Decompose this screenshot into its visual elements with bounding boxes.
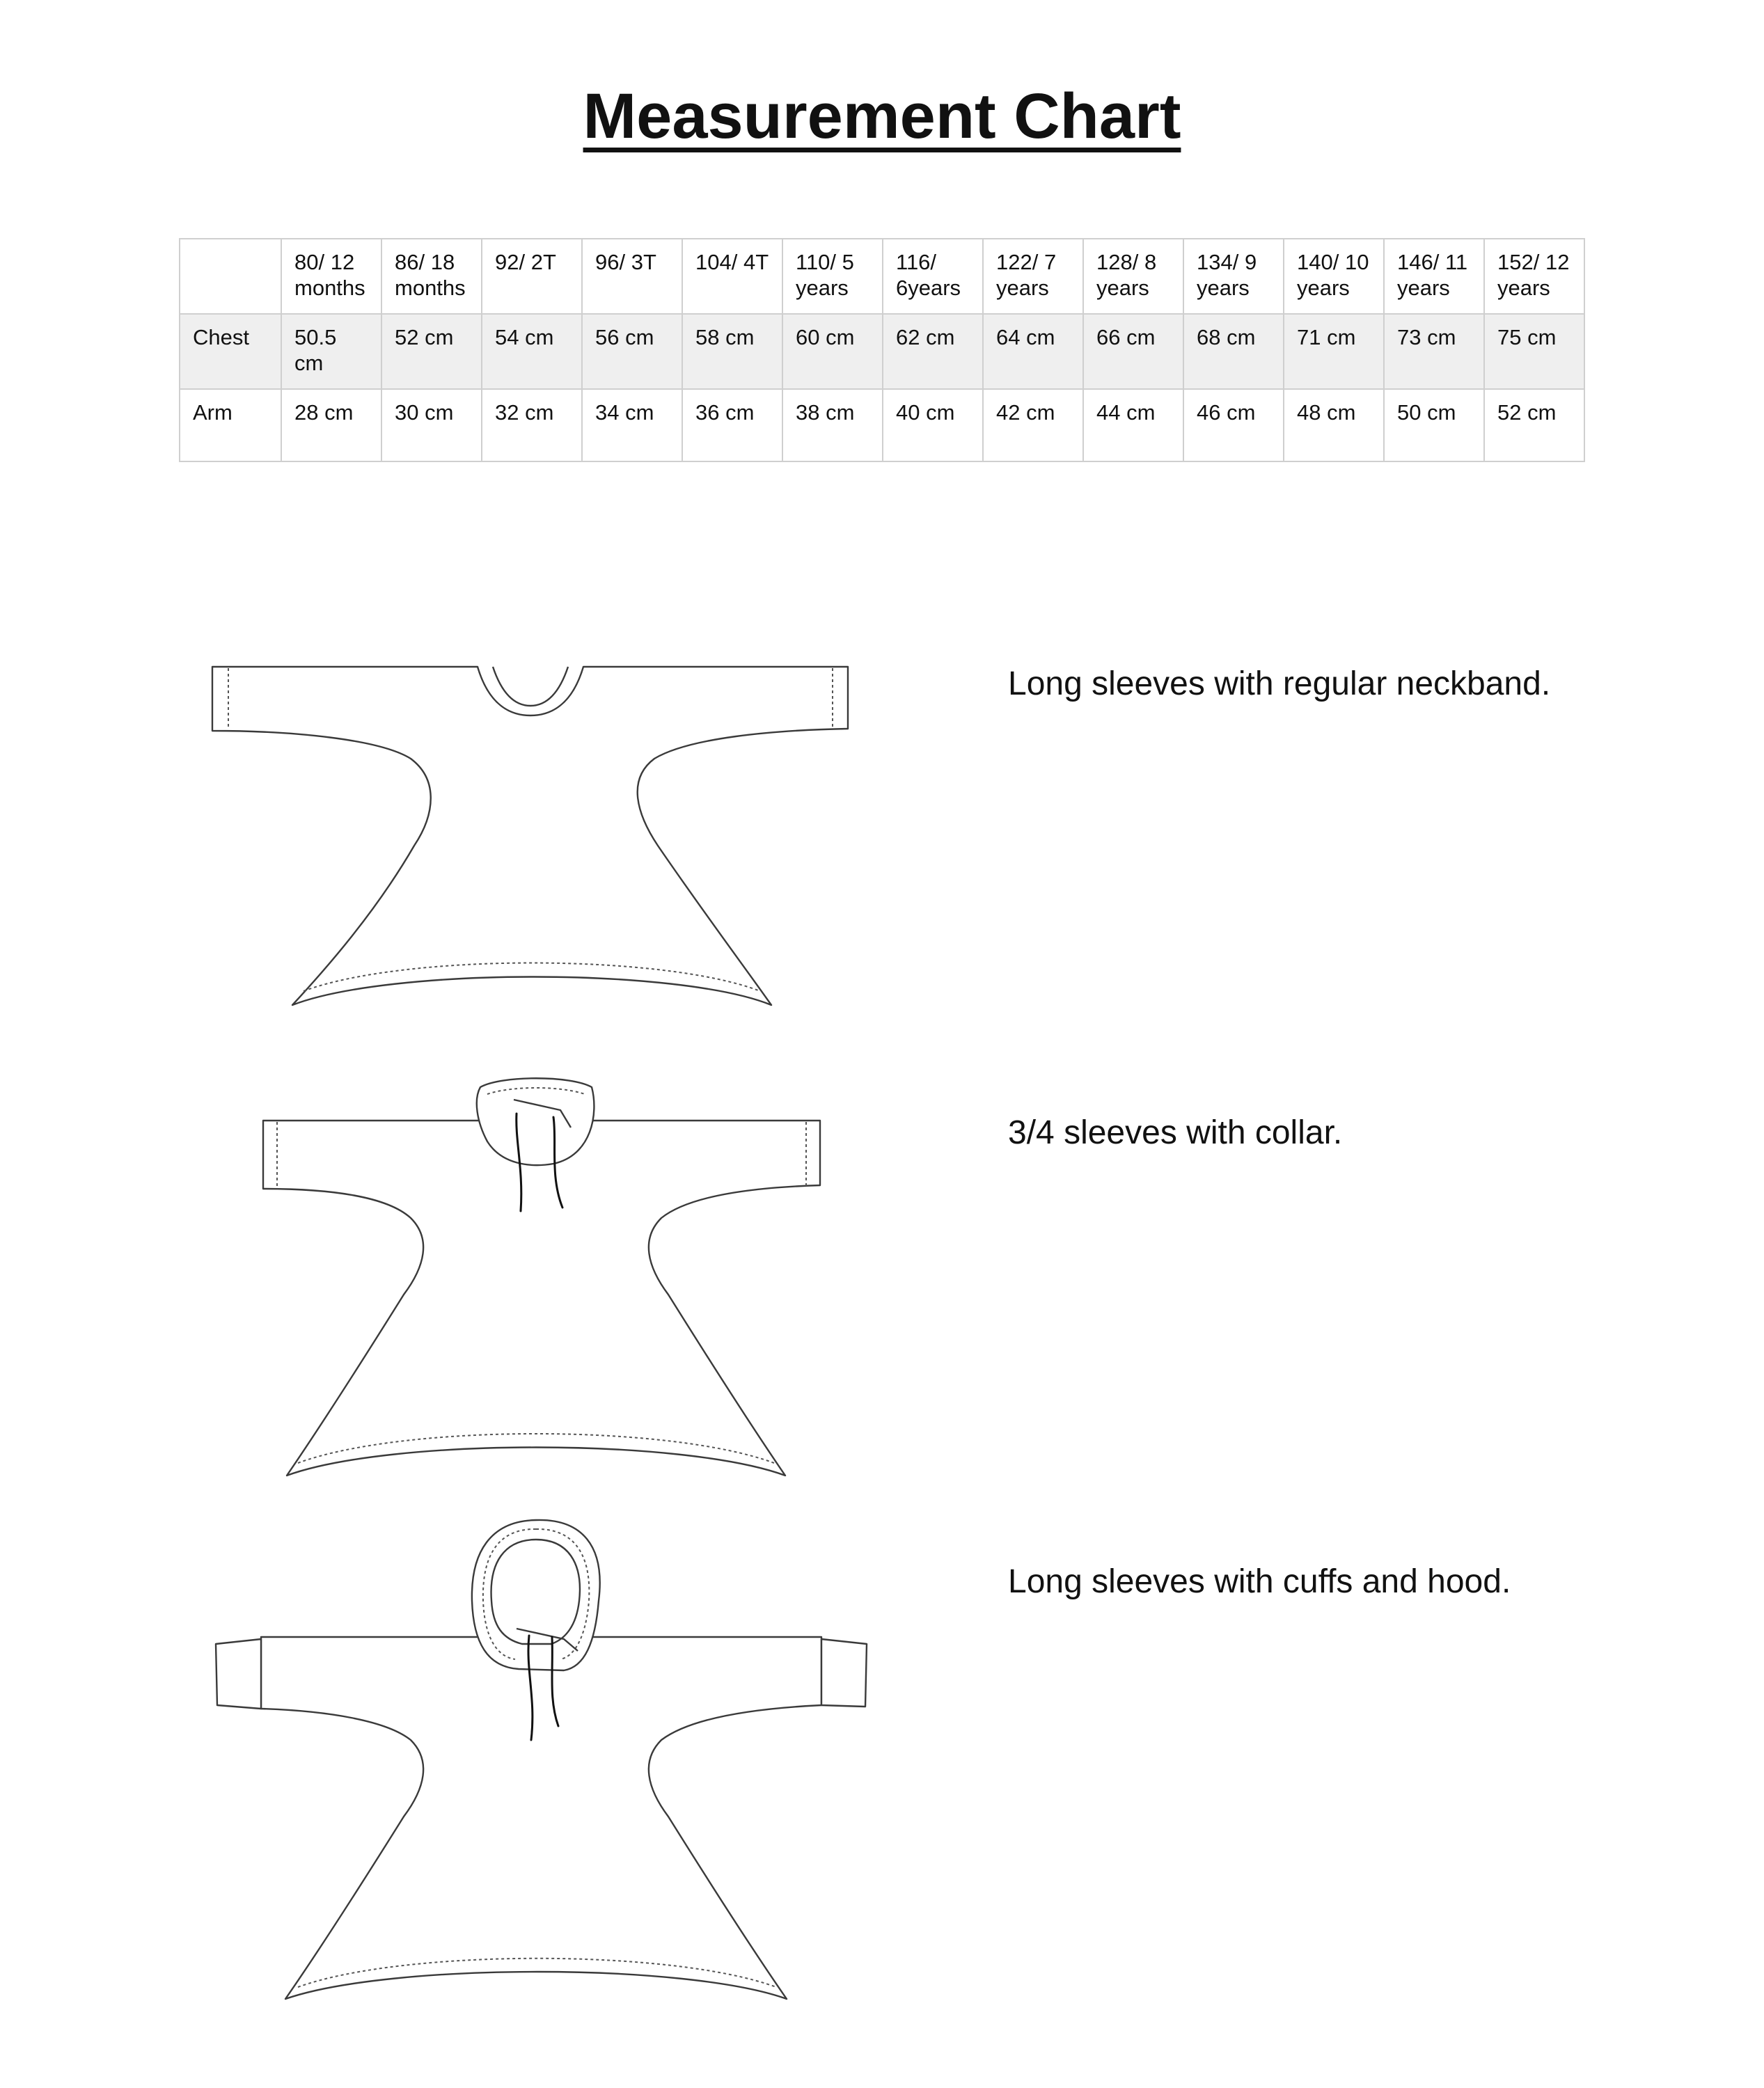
table-cell: 56 cm (582, 314, 682, 389)
tunic-hood-illustration (0, 1510, 905, 2011)
size-header-cell: 140/ 10 years (1284, 239, 1384, 314)
table-cell: 28 cm (281, 389, 381, 461)
table-corner-cell (180, 239, 281, 314)
table-row-chest (180, 314, 1584, 389)
table-cell: 40 cm (883, 389, 983, 461)
table-cell: 38 cm (782, 389, 883, 461)
table-cell: 52 cm (381, 314, 482, 389)
table-cell: 75 cm (1484, 314, 1584, 389)
table-cell: 30 cm (381, 389, 482, 461)
table-cell: 66 cm (1083, 314, 1183, 389)
table-cell: 32 cm (482, 389, 582, 461)
table-cell: 64 cm (983, 314, 1083, 389)
table-cell: 62 cm (883, 314, 983, 389)
table-cell: 34 cm (582, 389, 682, 461)
size-header-cell: 80/ 12 months (281, 239, 381, 314)
size-header-cell: 128/ 8 years (1083, 239, 1183, 314)
table-cell: 42 cm (983, 389, 1083, 461)
table-cell: 50 cm (1384, 389, 1484, 461)
table-cell: 60 cm (782, 314, 883, 389)
size-header-cell: 92/ 2T (482, 239, 582, 314)
variant-description: Long sleeves with regular neckband. (1008, 665, 1551, 702)
table-cell: 68 cm (1183, 314, 1284, 389)
size-header-cell: 110/ 5 years (782, 239, 883, 314)
size-header-cell: 104/ 4T (682, 239, 782, 314)
variant-description: 3/4 sleeves with collar. (1008, 1114, 1343, 1151)
table-cell: 46 cm (1183, 389, 1284, 461)
variant-description: Long sleeves with cuffs and hood. (1008, 1563, 1511, 1600)
size-header-cell: 152/ 12 years (1484, 239, 1584, 314)
table-cell: 50.5 cm (281, 314, 381, 389)
size-header-cell: 134/ 9 years (1183, 239, 1284, 314)
table-cell: 71 cm (1284, 314, 1384, 389)
tunic-collar-illustration (0, 1072, 905, 1489)
size-header-cell: 86/ 18 months (381, 239, 482, 314)
row-label: Arm (180, 389, 281, 461)
table-cell: 52 cm (1484, 389, 1584, 461)
size-header-cell: 116/ 6years (883, 239, 983, 314)
table-header-row (180, 239, 1584, 314)
table-cell: 58 cm (682, 314, 782, 389)
size-header-cell: 146/ 11 years (1384, 239, 1484, 314)
size-header-cell: 122/ 7 years (983, 239, 1083, 314)
tunic-neckband-illustration (0, 654, 905, 1016)
row-label: Chest (180, 314, 281, 389)
table-cell: 44 cm (1083, 389, 1183, 461)
table-cell: 54 cm (482, 314, 582, 389)
table-cell: 48 cm (1284, 389, 1384, 461)
table-cell: 36 cm (682, 389, 782, 461)
size-header-cell: 96/ 3T (582, 239, 682, 314)
page-title: Measurement Chart (583, 81, 1181, 152)
measurement-table (179, 238, 1585, 462)
table-cell: 73 cm (1384, 314, 1484, 389)
table-row-arm (180, 389, 1584, 461)
